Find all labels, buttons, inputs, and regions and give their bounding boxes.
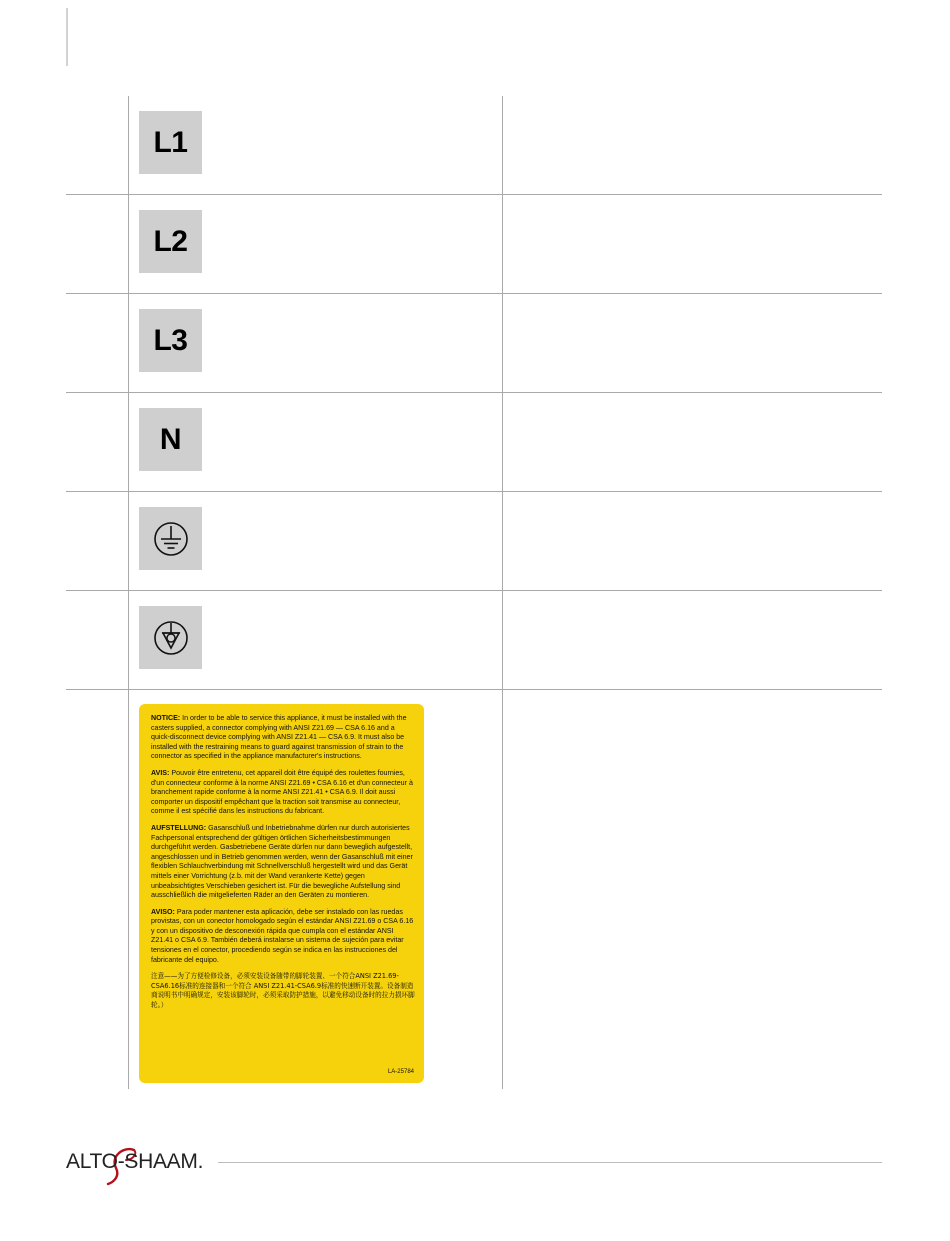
symbol-table [66, 96, 882, 1094]
table-row [66, 96, 882, 195]
l3-label-icon: L3 [139, 309, 202, 372]
page-footer [66, 1142, 882, 1182]
table-row [66, 195, 882, 294]
table-row [66, 492, 882, 591]
equipotential-icon [139, 606, 202, 669]
label-code: LA-25784 [387, 1069, 414, 1076]
table-row [66, 393, 882, 492]
l1-label-icon: L1 [139, 111, 202, 174]
footer-rule [218, 1162, 882, 1163]
l2-label-icon: L2 [139, 210, 202, 273]
caster-notice-label: NOTICE: In order to be able to service this appliance, it must be installed with the casters supplied, a connector complying with ANSI Z21.69 — CSA 6.16 and a quick-disconnect device complying with ANSI Z21.41 — CSA 6.9. It must also be installed with the restraining means to guard against transmission of strain to the connector as specified in the appliance manufacturer's instructions. AVIS: Pouvoir être entretenu, cet appareil doit être équipé des roulettes fournies, d'un connecteur conforme à la norme ANSI Z21.69 • CSA 6.16 et d'un connecteur à branchement rapide conforme à la norme ANSI Z21.41 • CSA 6.9. Il doit aussi comporter un dispositif empêchant que la traction soit transmise au connecteur, comme il est spécifié dans les instructions du fabricant. AUFSTELLUNG: Gasanschluß und Inbetriebnahme dürfen nur durch autorisiertes Fachpersonal entsprechend der gültigen örtlichen Sicherheitsbestimmungen durchgeführt werden. Gasbetriebene Geräte dürfen nur dann beweglich aufgestellt, angeschlossen und in Betrieb genommen werden, wenn der Gasanschluß mit einer flexiblen Schlauchverbindung mit Schnellverschluß hergestellt wird und das Gerät mittels einer Vorrichtung (z.b. mit der Wand verankerte Kette) gegen unbeabsichtigtes Verschieben gesichert ist. Für die bewegliche Aufstellung sind ausschließlich die mitgelieferten Räder an den Geräten zu montieren. AVISO: Para poder mantener esta aplicación, debe ser instalado con las ruedas provistas, con un conector homologado según el estándar ANSI Z21.69 o CSA 6.16 y con un dispositivo de desconexión rápida que cumpla con el estándar ANSI Z21.41 o CSA 6.9. También deberá instalarse un sistema de sujeción para evitar tensiones en el conector, procediendo según se indica en las instrucciones del fabricante del equipo. 注意——为了方便检修设备，必须安装设备随带的脚轮装置、一个符合ANSI Z21.69-CSA6.16标准的连接器和一个符合 ANSI Z21.41-CSA6.9标准的快速断开装置。设备制造商说明书中明确规定，安装该脚轮时，必须采取防护措施，以避免移动设备时的拉力损坏脚轮。） LA-25784 [139, 704, 424, 1083]
alto-shaam-logo: ALTO-SHAAM. [66, 1150, 203, 1180]
table-row [66, 591, 882, 690]
top-margin-rule [66, 8, 68, 66]
protective-earth-icon [139, 507, 202, 570]
table-row [66, 294, 882, 393]
table-row [66, 690, 882, 1094]
neutral-label-icon: N [139, 408, 202, 471]
